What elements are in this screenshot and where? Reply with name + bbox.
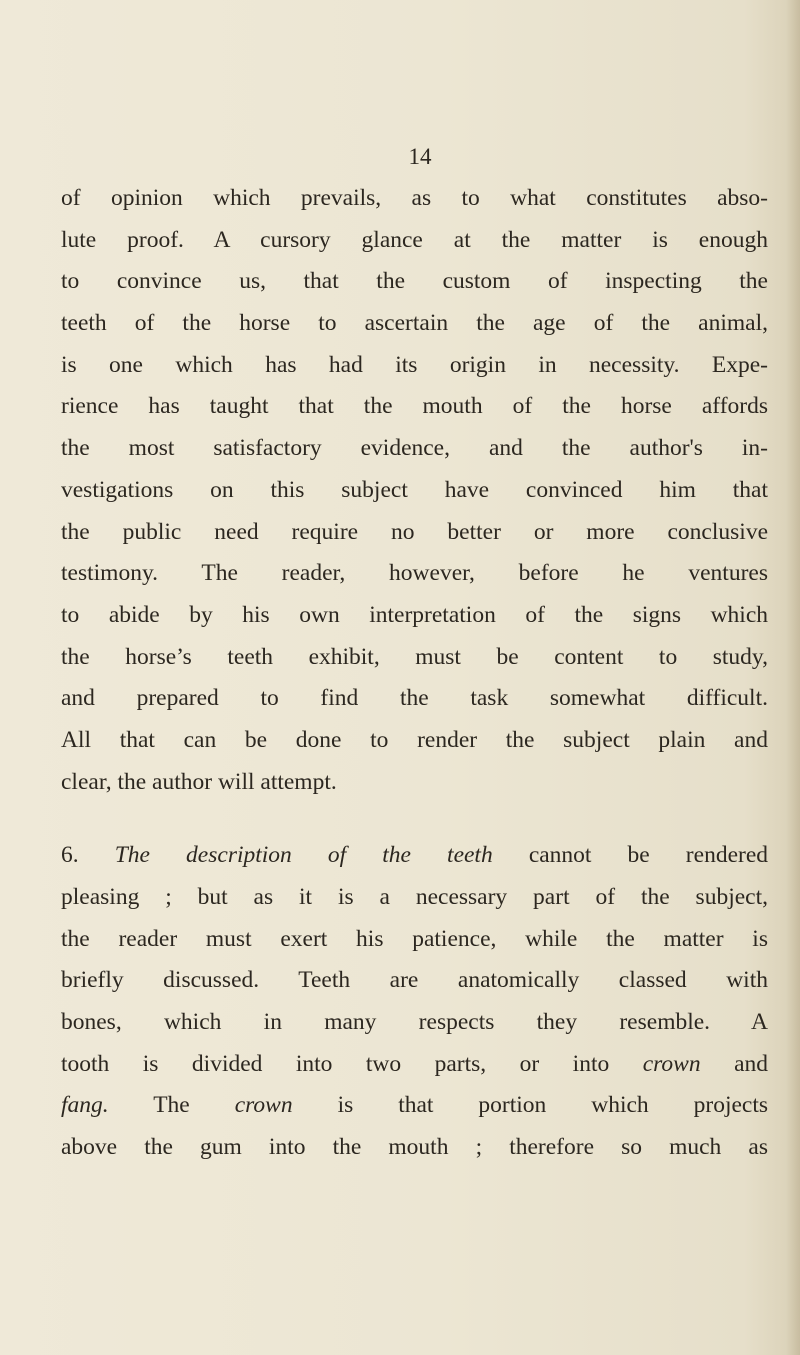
text-line: testimony. The reader, however, before he ventures <box>61 560 768 587</box>
text-line: pleasing ; but as it is a necessary part of the subject, <box>61 884 768 910</box>
text-line <box>61 835 768 877</box>
text-line: lute proof. A cursory glance at the matter is enough <box>61 226 768 253</box>
paragraph-1 <box>61 178 768 803</box>
text-line: bones, which in many respects they resemble. A <box>61 1009 768 1036</box>
text-span: The <box>153 1092 190 1119</box>
text-line: of opinion which prevails, as to what constitutes abso- <box>61 185 768 211</box>
page-number: 14 <box>408 144 432 169</box>
page-edge-shadow <box>786 0 800 1355</box>
text-line: All that can be done to render the subject plain and <box>61 726 768 753</box>
text-line: is one which has had its origin in necessity. Expe- <box>61 351 768 378</box>
text-line: the public need require no better or more conclusive <box>61 518 768 545</box>
body-text <box>61 178 768 1169</box>
text-line: the horse’s teeth exhibit, must be content to study, <box>61 643 768 670</box>
text-line: to convince us, that the custom of inspecting the <box>61 268 768 295</box>
emphasized-term: fang. <box>61 1092 109 1119</box>
text-line: briefly discussed. Teeth are anatomically classed with <box>61 967 768 994</box>
text-line: teeth of the horse to ascertain the age of the animal, <box>61 310 768 337</box>
emphasized-term: crown <box>642 1050 701 1077</box>
text-line: to abide by his own interpretation of the signs which <box>61 601 768 628</box>
section-number: 6. <box>61 842 79 869</box>
text-line: above the gum into the mouth ; therefore so much as <box>61 1134 768 1161</box>
text-span: tooth is divided into two parts, or into <box>61 1050 610 1077</box>
text-line: the most satisfactory evidence, and the author's in- <box>61 435 768 462</box>
emphasized-term: crown <box>234 1092 293 1119</box>
text-line <box>61 1044 768 1086</box>
section-heading: The description of the teeth <box>114 842 493 869</box>
text-line: and prepared to find the task somewhat difficult. <box>61 685 768 712</box>
text-span: and <box>734 1050 769 1077</box>
text-span: cannot be rendered <box>528 842 769 869</box>
text-span: is that portion which projects <box>337 1092 769 1119</box>
paragraph-gap <box>61 803 768 835</box>
paragraph-2 <box>61 835 768 1169</box>
text-line: the reader must exert his patience, while the matter is <box>61 925 768 952</box>
text-line <box>61 1085 768 1127</box>
text-line: rience has taught that the mouth of the horse affords <box>61 393 768 420</box>
text-line: clear, the author will attempt. <box>61 768 337 795</box>
text-line: vestigations on this subject have convinced him that <box>61 476 768 503</box>
